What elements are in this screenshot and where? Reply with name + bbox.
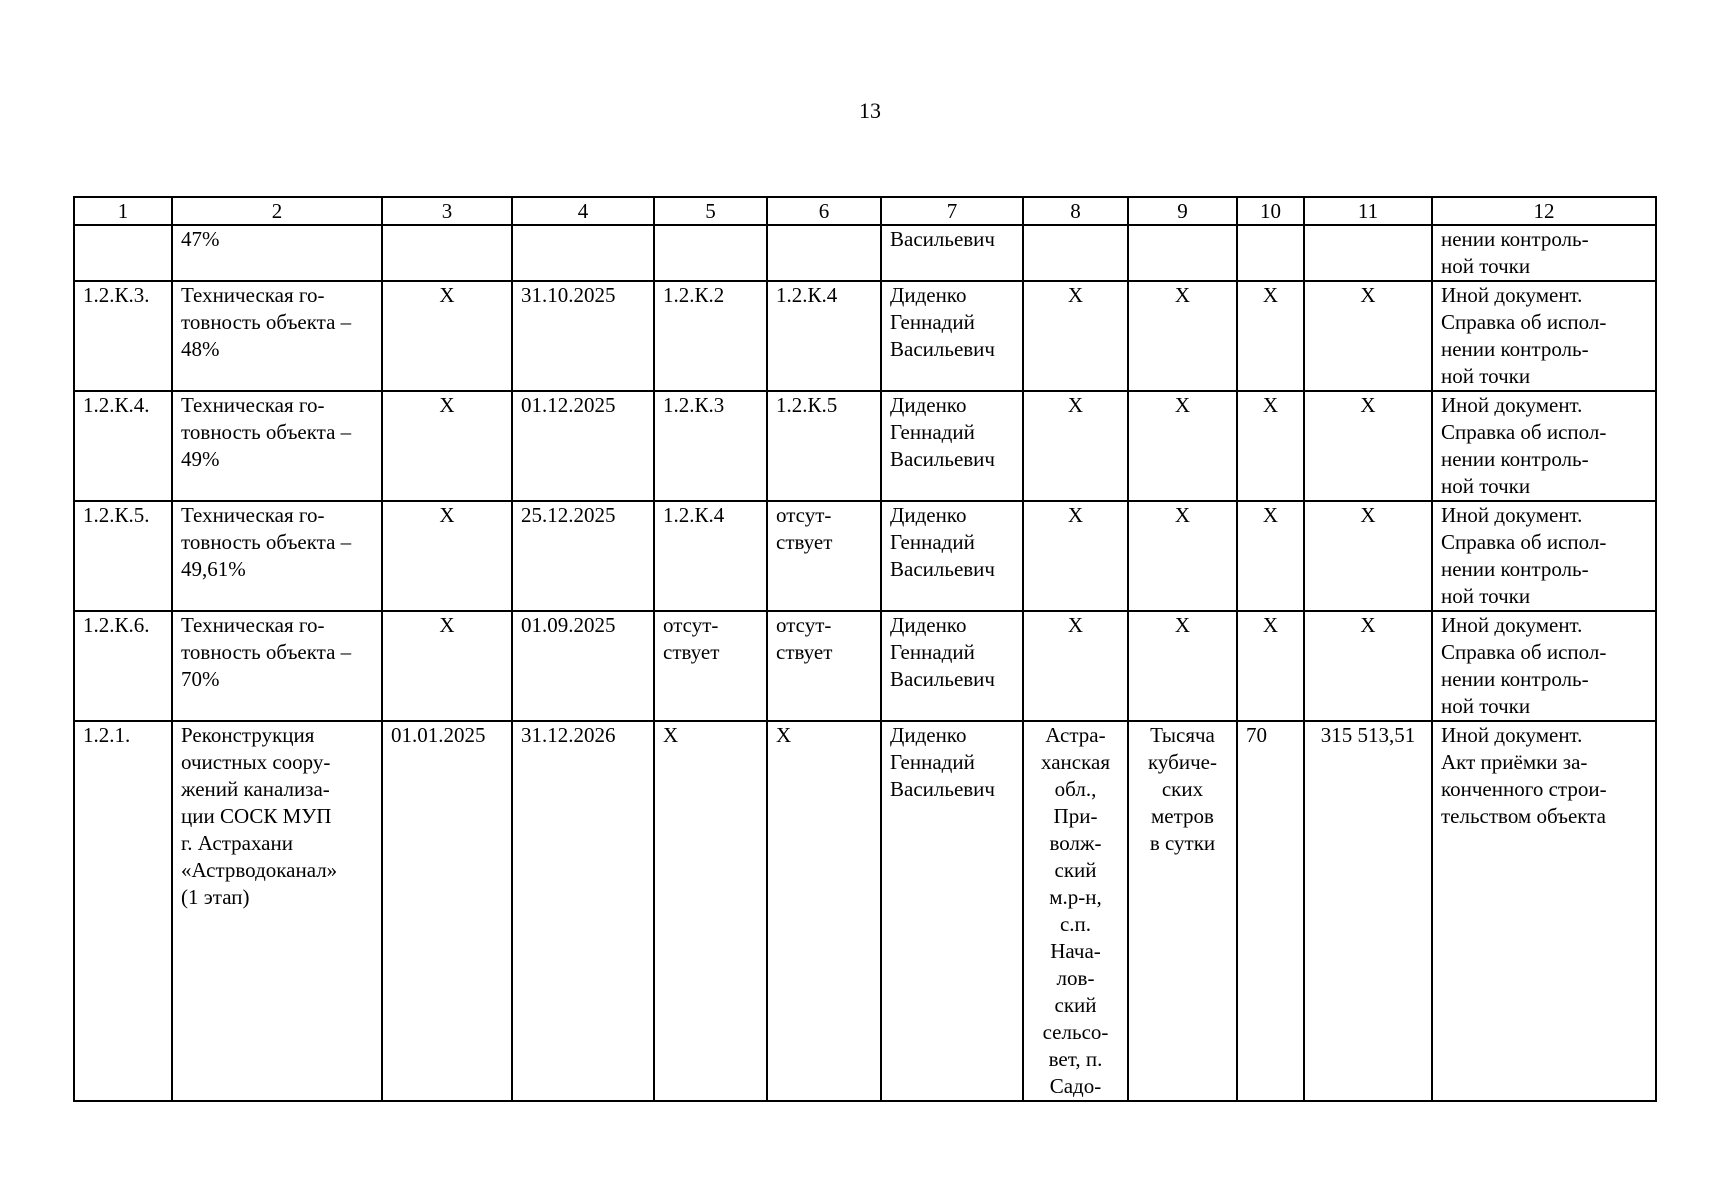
- table-cell: X: [1304, 501, 1432, 611]
- table-cell: нении контроль- ной точки: [1432, 225, 1656, 281]
- table-cell: X: [654, 721, 767, 1101]
- table-cell: 01.09.2025: [512, 611, 654, 721]
- table-cell: Астра- ханская обл., При- волж- ский м.р-н, с.п. Нача- лов- ский сельсо- вет, п. Садо-: [1023, 721, 1128, 1101]
- table-row: [74, 391, 1656, 501]
- table-cell: 25.12.2025: [512, 501, 654, 611]
- table-cell: Тысяча кубиче- ских метров в сутки: [1128, 721, 1237, 1101]
- table-cell: 47%: [172, 225, 382, 281]
- table-cell: X: [1128, 281, 1237, 391]
- table-cell: 70: [1237, 721, 1304, 1101]
- column-header: 9: [1128, 197, 1237, 225]
- table-cell: 1.2.К.4.: [74, 391, 172, 501]
- column-header: 3: [382, 197, 512, 225]
- table-cell: X: [1023, 611, 1128, 721]
- table-cell: X: [767, 721, 881, 1101]
- page-number: 13: [859, 98, 881, 123]
- table-cell: 1.2.К.2: [654, 281, 767, 391]
- table-cell: X: [1237, 611, 1304, 721]
- table-cell: 1.2.К.4: [767, 281, 881, 391]
- table-row: [74, 611, 1656, 721]
- table-cell: [1128, 225, 1237, 281]
- table-cell: отсут- ствует: [767, 501, 881, 611]
- column-header: 6: [767, 197, 881, 225]
- table-cell: [74, 225, 172, 281]
- table-cell: Иной документ. Справка об испол- нении контроль- ной точки: [1432, 281, 1656, 391]
- table-cell: Диденко Геннадий Васильевич: [881, 391, 1023, 501]
- table-cell: X: [1237, 281, 1304, 391]
- table-cell: Техническая го- товность объекта – 70%: [172, 611, 382, 721]
- table-cell: X: [1128, 501, 1237, 611]
- table-cell: X: [1304, 281, 1432, 391]
- column-header: 4: [512, 197, 654, 225]
- table-row: [74, 501, 1656, 611]
- table-cell: X: [1128, 611, 1237, 721]
- column-header: 11: [1304, 197, 1432, 225]
- table-cell: [1304, 225, 1432, 281]
- table-cell: [512, 225, 654, 281]
- table-cell: 1.2.К.6.: [74, 611, 172, 721]
- table-cell: Диденко Геннадий Васильевич: [881, 281, 1023, 391]
- column-header: 2: [172, 197, 382, 225]
- table-row: [74, 721, 1656, 1101]
- table-cell: Техническая го- товность объекта – 48%: [172, 281, 382, 391]
- table-row: [74, 225, 1656, 281]
- table-cell: Диденко Геннадий Васильевич: [881, 611, 1023, 721]
- table-cell: X: [382, 501, 512, 611]
- table-cell: Васильевич: [881, 225, 1023, 281]
- table-cell: Иной документ. Акт приёмки за- конченного строи- тельством объекта: [1432, 721, 1656, 1101]
- column-header: 7: [881, 197, 1023, 225]
- table-cell: Иной документ. Справка об испол- нении контроль- ной точки: [1432, 391, 1656, 501]
- table-cell: 1.2.К.3.: [74, 281, 172, 391]
- table-cell: 315 513,51: [1304, 721, 1432, 1101]
- table-cell: X: [1304, 391, 1432, 501]
- table-cell: Иной документ. Справка об испол- нении контроль- ной точки: [1432, 611, 1656, 721]
- column-header: 1: [74, 197, 172, 225]
- table-cell: X: [1304, 611, 1432, 721]
- table-cell: Техническая го- товность объекта – 49,61%: [172, 501, 382, 611]
- table-header-row: [74, 197, 1656, 225]
- table-cell: X: [1023, 281, 1128, 391]
- table-cell: отсут- ствует: [767, 611, 881, 721]
- table-cell: Диденко Геннадий Васильевич: [881, 501, 1023, 611]
- column-header: 5: [654, 197, 767, 225]
- table-cell: X: [382, 611, 512, 721]
- table-cell: [654, 225, 767, 281]
- table-cell: X: [1128, 391, 1237, 501]
- table-row: [74, 281, 1656, 391]
- table-cell: 1.2.1.: [74, 721, 172, 1101]
- table-cell: X: [1023, 501, 1128, 611]
- table-cell: X: [1023, 391, 1128, 501]
- table-cell: X: [382, 391, 512, 501]
- column-header: 8: [1023, 197, 1128, 225]
- table-cell: 1.2.К.4: [654, 501, 767, 611]
- table-cell: [1023, 225, 1128, 281]
- table-cell: [767, 225, 881, 281]
- table-cell: Реконструкция очистных соору- жений канализа- ции СОСК МУП г. Астрахани «Астрводоканал» (1 этап): [172, 721, 382, 1101]
- column-header: 10: [1237, 197, 1304, 225]
- table-cell: Техническая го- товность объекта – 49%: [172, 391, 382, 501]
- data-table: [73, 196, 1657, 1102]
- table-cell: 1.2.К.3: [654, 391, 767, 501]
- table-cell: X: [382, 281, 512, 391]
- table-cell: 1.2.К.5.: [74, 501, 172, 611]
- table-cell: 01.01.2025: [382, 721, 512, 1101]
- table-cell: [1237, 225, 1304, 281]
- table-cell: отсут- ствует: [654, 611, 767, 721]
- table-cell: X: [1237, 391, 1304, 501]
- table-cell: Диденко Геннадий Васильевич: [881, 721, 1023, 1101]
- column-header: 12: [1432, 197, 1656, 225]
- table-cell: 31.10.2025: [512, 281, 654, 391]
- table-cell: Иной документ. Справка об испол- нении контроль- ной точки: [1432, 501, 1656, 611]
- table-cell: 01.12.2025: [512, 391, 654, 501]
- table-cell: 31.12.2026: [512, 721, 654, 1101]
- table-cell: [382, 225, 512, 281]
- table-cell: 1.2.К.5: [767, 391, 881, 501]
- table-cell: X: [1237, 501, 1304, 611]
